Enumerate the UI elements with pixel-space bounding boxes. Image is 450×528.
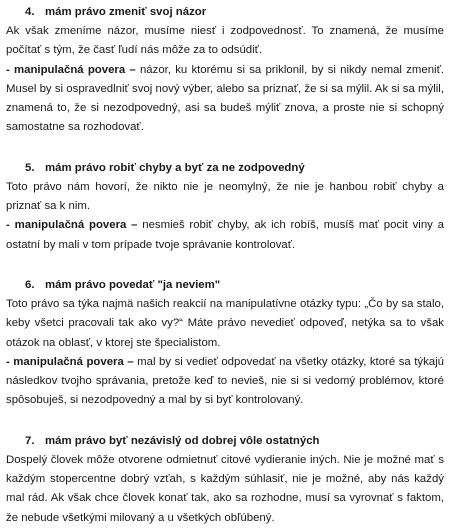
section-heading	[6, 159, 444, 178]
manipulation-label: - manipulačná povera –	[6, 355, 134, 368]
section-5	[6, 159, 444, 255]
section-number: 5.	[25, 161, 35, 174]
section-paragraph	[6, 178, 444, 255]
section-6	[6, 276, 444, 411]
section-paragraph	[6, 22, 444, 138]
section-title: mám právo byť nezávislý od dobrej vôle ostatných	[45, 434, 320, 447]
section-heading	[6, 3, 444, 22]
section-title: mám právo robiť chyby a byť za ne zodpovedný	[45, 161, 305, 174]
manipulation-text: nesmieš robiť chyby, ak ich robíš, musíš mať pocit viny a ostatní by mali v tom prípade tvoje správanie kontrolovať.	[6, 219, 444, 251]
paragraph-text: Toto právo nám hovorí, že nikto nie je neomylný, že nie je hanbou robiť chyby a priznať sa k nim.	[6, 180, 444, 213]
paragraph-text: Toto právo sa týka najmä našich reakcií na manipulatívne otázky typu: „Čo by sa stalo, keby všetci pracovali tak ako vy?“ Máte právo nevedieť odpoveď, netýka sa to však otázok na oblasť, v ktorej ste špecialistom.	[6, 297, 444, 349]
section-heading	[6, 276, 444, 295]
section-number: 7.	[25, 434, 35, 447]
section-paragraph	[6, 295, 444, 411]
section-7	[6, 432, 444, 528]
manipulation-text: názor, ku ktorému si sa priklonil, by si nikdy nemal zmeniť. Musel by si ospravedlniť svoj nový výber, alebo sa priznať, že si sa mýlil. Ak si sa mýlil, znamená to, že si nezodpovedný, asi sa budeš mýliť znova, a proste nie si schopný samostatne sa rozhodovať.	[6, 63, 444, 134]
manipulation-label: - manipulačná povera –	[6, 63, 136, 76]
section-paragraph	[6, 451, 444, 528]
manipulation-text: mal by si vedieť odpovedať na všetky otázky, ktoré sa týkajú následkov tvojho správania, pretože keď to nevieš, nie si si vedomý problémov, ktoré spôsobuješ, si nezodpovedný a mal by si byť kontrolovaný.	[6, 355, 444, 407]
paragraph-text: Dospelý človek môže otvorene odmietnuť citové vydieranie iných. Nie je možné mať s každým stopercentne dobrý vzťah, s každým súhlasiť, nie je možné, aby nás každý mal rád. Ak však chce človek konať tak, ako sa rozhodne, musí sa vyrovnať s faktom, že nebude všetkými milovaný a u všetkých obľúbený.	[6, 453, 444, 524]
section-number: 4.	[25, 6, 35, 18]
paragraph-text: Ak však zmeníme názor, musíme niesť i zodpovednosť. To znamená, že musíme počítať s tým, že časť ľudí nás môže za to odsúdiť.	[6, 25, 444, 57]
section-4	[6, 3, 444, 138]
section-title: mám právo povedať "ja neviem"	[45, 278, 221, 291]
section-number: 6.	[25, 278, 35, 291]
manipulation-label: - manipulačná povera –	[6, 219, 138, 232]
section-title: mám právo zmeniť svoj názor	[45, 6, 207, 18]
section-heading	[6, 432, 444, 451]
